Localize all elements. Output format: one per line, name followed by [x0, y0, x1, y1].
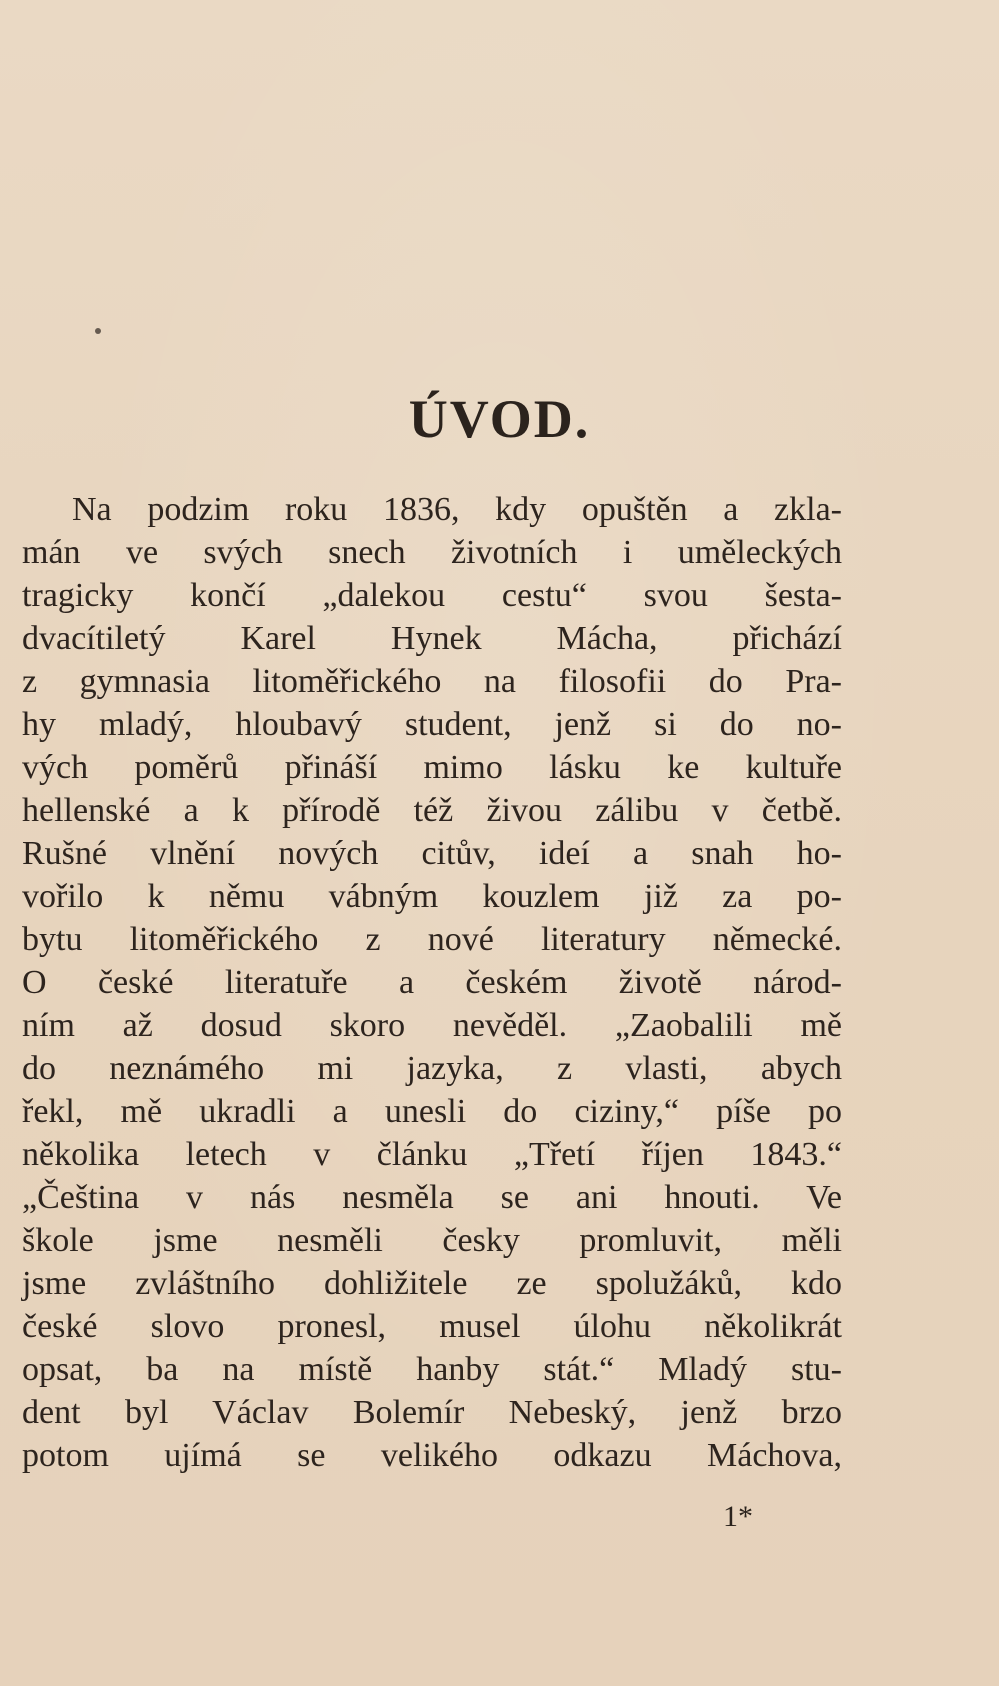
- text-line: mán ve svých snech životních i uměleckých: [22, 534, 842, 571]
- text-line: „Čeština v nás nesměla se ani hnouti. Ve: [22, 1179, 842, 1216]
- text-line: hellenské a k přírodě též živou zálibu v četbě.: [22, 792, 842, 829]
- text-line: opsat, ba na místě hanby stát.“ Mladý stu-: [22, 1351, 842, 1388]
- text-line: O české literatuře a českém životě národ-: [22, 964, 842, 1001]
- text-line: řekl, mě ukradli a unesli do ciziny,“ píše po: [22, 1093, 842, 1130]
- text-line: několika letech v článku „Třetí říjen 1843.“: [22, 1136, 842, 1173]
- text-line: české slovo pronesl, musel úlohu několikrát: [22, 1308, 842, 1345]
- text-line: tragicky končí „dalekou cestu“ svou šesta-: [22, 577, 842, 614]
- text-line: vých poměrů přináší mimo lásku ke kultuře: [22, 749, 842, 786]
- text-line: dent byl Václav Bolemír Nebeský, jenž brzo: [22, 1394, 842, 1431]
- text-line: bytu litoměřického z nové literatury německé.: [22, 921, 842, 958]
- ink-speck: [95, 328, 101, 334]
- text-line: Rušné vlnění nových citův, ideí a snah ho-: [22, 835, 842, 872]
- text-line: jsme zvláštního dohližitele ze spolužáků, kdo: [22, 1265, 842, 1302]
- text-line: vořilo k němu vábným kouzlem již za po-: [22, 878, 842, 915]
- text-line: do neznámého mi jazyka, z vlasti, abych: [22, 1050, 842, 1087]
- text-line: potom ujímá se velikého odkazu Máchova,: [22, 1437, 842, 1474]
- text-line: ním až dosud skoro nevěděl. „Zaobalili mě: [22, 1007, 842, 1044]
- text-line: hy mladý, hloubavý student, jenž si do no-: [22, 706, 842, 743]
- chapter-title: ÚVOD.: [408, 389, 591, 449]
- text-line: z gymnasia litoměřického na filosofii do Pra-: [22, 663, 842, 700]
- text-line: Na podzim roku 1836, kdy opuštěn a zkla-: [72, 491, 842, 528]
- text-line: škole jsme nesměli česky promluvit, měli: [22, 1222, 842, 1259]
- signature-mark: 1*: [723, 1500, 753, 1533]
- body-text: [22, 488, 842, 1477]
- text-line: dvacítiletý Karel Hynek Mácha, přichází: [22, 620, 842, 657]
